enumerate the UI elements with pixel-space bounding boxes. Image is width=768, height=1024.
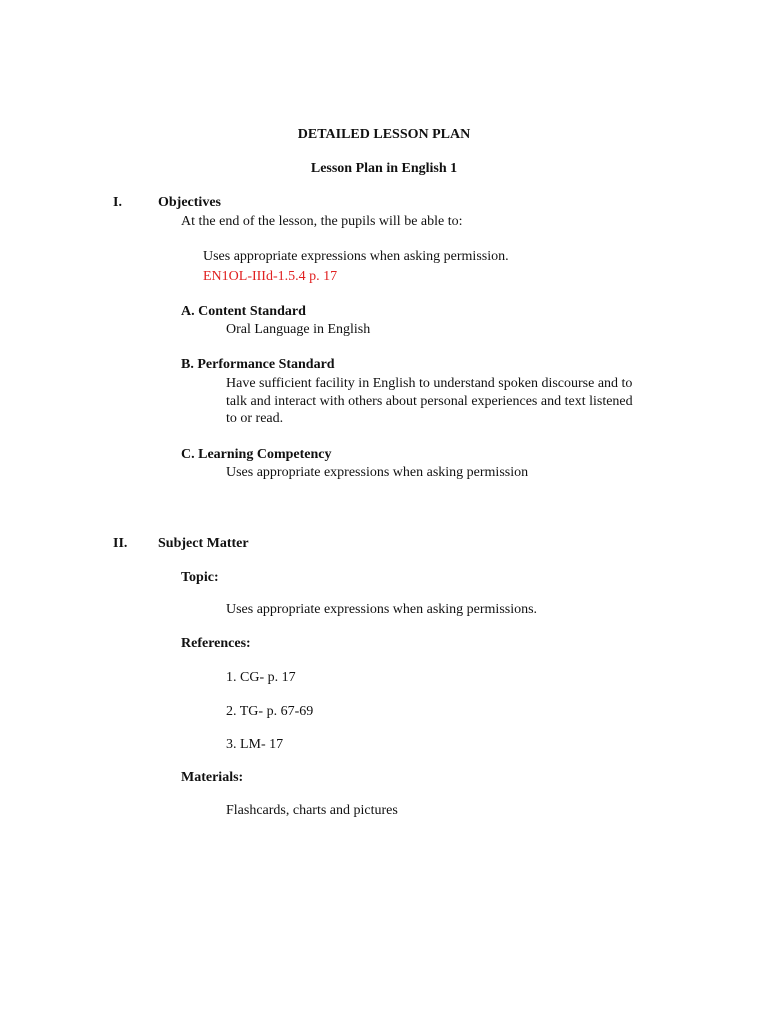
content-standard-label: A. Content Standard — [181, 304, 306, 319]
materials-label: Materials: — [181, 770, 244, 785]
learning-competency-label: C. Learning Competency — [181, 447, 332, 462]
document-title: DETAILED LESSON PLAN — [297, 127, 471, 142]
performance-standard-label: B. Performance Standard — [181, 357, 335, 372]
performance-standard-line-1: Have sufficient facility in English to understand spoken discourse and to — [226, 376, 633, 391]
content-standard-text: Oral Language in English — [226, 322, 371, 337]
objective-text: Uses appropriate expressions when asking permission. — [203, 249, 509, 264]
references-label: References: — [181, 636, 251, 651]
section-2-number: II. — [113, 536, 128, 551]
section-2-heading: Subject Matter — [158, 536, 249, 551]
reference-item: 2. TG- p. 67-69 — [226, 704, 314, 719]
performance-standard-line-3: to or read. — [226, 411, 284, 426]
objectives-intro: At the end of the lesson, the pupils will be able to: — [181, 214, 463, 229]
topic-label: Topic: — [181, 570, 219, 585]
document-subtitle: Lesson Plan in English 1 — [310, 161, 458, 176]
section-1-heading: Objectives — [158, 195, 221, 210]
learning-competency-text: Uses appropriate expressions when asking permission — [226, 465, 529, 480]
curriculum-code: EN1OL-IIId-1.5.4 p. 17 — [203, 269, 338, 284]
topic-text: Uses appropriate expressions when asking permissions. — [226, 602, 538, 617]
reference-item: 1. CG- p. 17 — [226, 670, 296, 685]
section-1-number: I. — [113, 195, 122, 210]
reference-item: 3. LM- 17 — [226, 737, 284, 752]
materials-text: Flashcards, charts and pictures — [226, 803, 398, 818]
performance-standard-line-2: talk and interact with others about personal experiences and text listened — [226, 394, 633, 409]
